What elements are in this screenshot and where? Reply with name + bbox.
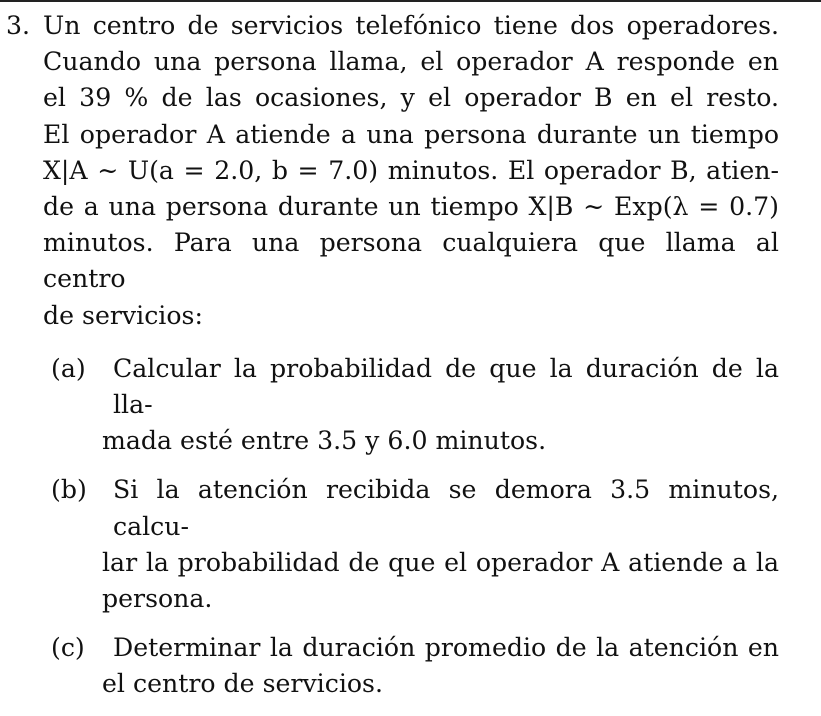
problem-line-1: Un centro de servicios telefónico tiene dos operadores. — [43, 11, 779, 40]
problem-number: 3. — [6, 11, 31, 40]
problem-line-7: minutos. Para una persona cualquiera que llama al centro — [43, 228, 779, 294]
subquestion-b-line-1: Si la atención recibida se demora 3.5 minutos, calcu- — [113, 475, 779, 541]
subquestion-label-c: (c) — [51, 633, 85, 663]
subquestion-b-line-2: lar la probabilidad de que el operador A atiende a la — [102, 547, 779, 577]
subquestion-a — [43, 351, 806, 460]
subquestion-b-line-3: persona. — [102, 584, 213, 614]
problem-line-4: El operador A atiende a una persona durante un tiempo — [43, 119, 779, 149]
problem-line-2: Cuando una persona llama, el operador A responde en — [43, 47, 779, 77]
subquestion-c — [43, 630, 806, 702]
problem-line-5: X|A ∼ U(a = 2.0, b = 7.0) minutos. El operador B, atien- — [43, 155, 779, 185]
problem-statement — [43, 8, 806, 334]
subquestion-a-line-2: mada esté entre 3.5 y 6.0 minutos. — [102, 426, 547, 456]
subquestion-c-line-1: Determinar la duración promedio de la atención en — [113, 633, 779, 663]
subquestion-label-b: (b) — [51, 475, 87, 505]
subquestion-text-b — [102, 472, 806, 617]
problem-line-6: de a una persona durante un tiempo X|B ∼ Exp(λ = 0.7) — [43, 192, 779, 222]
top-rule — [0, 0, 821, 2]
subquestion-a-line-1: Calcular la probabilidad de que la duración de la lla- — [113, 353, 779, 420]
subquestion-b — [43, 472, 806, 617]
subquestion-list — [43, 351, 806, 703]
subquestion-c-line-2: el centro de servicios. — [102, 669, 383, 699]
subquestion-label-a: (a) — [51, 353, 86, 383]
subquestion-text-c — [102, 630, 806, 702]
problem-line-3: el 39 % de las ocasiones, y el operador B en el resto. — [43, 83, 779, 113]
subquestion-text-a — [102, 351, 806, 460]
problem-line-8: de servicios: — [43, 300, 203, 330]
problem-3 — [6, 8, 806, 716]
